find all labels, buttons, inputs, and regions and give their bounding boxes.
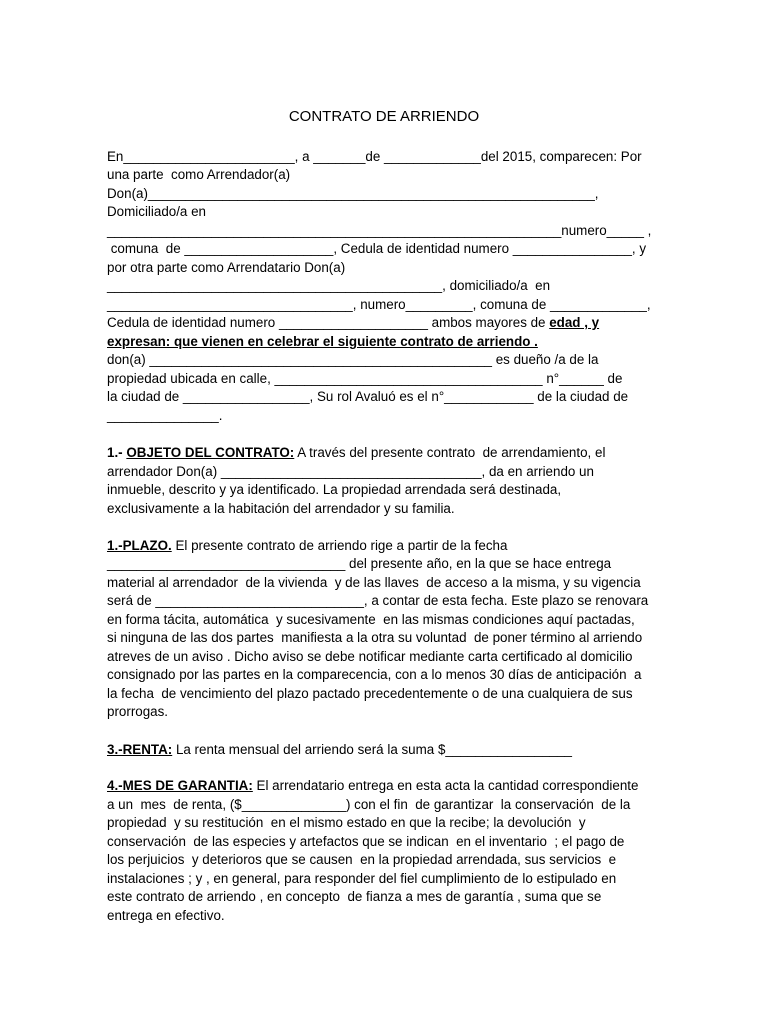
section-line: ________________________________ del presente año, en la que se hace entrega [107,556,612,571]
section-line: propiedad y su restitución en el mismo estado en que la recibe; la devolución y [107,815,586,830]
section-line: material al arrendador de la vivienda y de las llaves de acceso a la misma, y su vigencia [107,575,641,590]
section-line: entrega en efectivo. [107,908,225,923]
intro-line: _____________________________________________________________numero_____ , [107,223,652,238]
document-title: CONTRATO DE ARRIENDO [288,108,480,125]
section-text: El presente contrato de arriendo rige a partir de la fecha [171,538,508,553]
section-line: en forma tácita, automática y sucesivamente en las mismas condiciones aquí pactadas, [107,612,635,627]
intro-text: Cedula de identidad numero ____________________ ambos mayores de [107,315,550,330]
section-renta [107,741,572,760]
section-text: El arrendatario entrega en esta acta la cantidad correspondiente [252,778,639,793]
section-heading: 3.-RENTA: [107,742,173,757]
section-line: arrendador Don(a) ___________________________________, da en arriendo un [107,464,594,479]
intro-line: _____________________________________________, domiciliado/a en [107,278,551,293]
section-line: instalaciones ; y , en general, para responder del fiel cumplimiento de lo estipulado en [107,871,617,886]
section-line: consignado por las partes en la comparecencia, con a lo menos 30 días de anticipación a [107,667,642,682]
section-number: 1.- [107,445,127,460]
section-line: si ninguna de las dos partes manifiesta a la otra su voluntad de poner término al arriendo [107,630,643,645]
intro-line: _________________________________, numero_________, comuna de _____________, [107,297,651,312]
section-line: atreves de un aviso . Dicho aviso se debe notificar mediante carta certificado al domicilio [107,649,633,664]
section-heading: 1.-PLAZO. [107,538,172,553]
section-line: la fecha de vencimiento del plazo pactado precedentemente o de una cualquiera de sus [107,686,633,701]
intro-bold-line: expresan: que vienen en celebrar el siguiente contrato de arriendo . [107,334,538,349]
intro-line: la ciudad de _________________, Su rol Avaluó es el n°____________ de la ciudad de [107,389,629,404]
intro-line: Don(a)____________________________________________________________, [107,186,599,201]
section-text: A través del presente contrato de arrendamiento, el [294,445,606,460]
section-text: La renta mensual del arriendo será la suma $_________________ [172,742,572,757]
section-plazo [107,537,507,556]
section-garantia [107,777,638,796]
intro-line: comuna de ____________________, Cedula de identidad numero ________________, y [107,241,647,256]
intro-line [107,314,599,333]
intro-bold-text: edad , y [549,315,600,330]
intro-line: por otra parte como Arrendatario Don(a) [107,260,346,275]
section-objeto [107,444,605,463]
section-line: los perjuicios y deterioros que se causen en la propiedad arrendada, sus servicios e [107,852,617,867]
section-line: será de ____________________________, a contar de esta fecha. Este plazo se renovara [107,593,649,608]
section-line: inmueble, descrito y ya identificado. La propiedad arrendada será destinada, [107,482,562,497]
intro-line: propiedad ubicada en calle, ____________________________________ n°______ de [107,371,623,386]
intro-line: Domiciliado/a en [107,204,206,219]
intro-line: don(a) ______________________________________________ es dueño /a de la [107,352,599,367]
section-heading: OBJETO DEL CONTRATO: [126,445,295,460]
intro-line: una parte como Arrendador(a) [107,167,291,182]
section-line: prorrogas. [107,704,169,719]
section-line: este contrato de arriendo , en concepto de fianza a mes de garantía , suma que se [107,889,602,904]
section-line: conservación de las especies y artefactos que se indican en el inventario ; el pago de [107,834,625,849]
section-line: exclusivamente a la habitación del arrendador y su familia. [107,501,455,516]
intro-line: _______________. [107,408,223,423]
intro-line: En_______________________, a _______de _____________del 2015, comparecen: Por [107,149,642,164]
section-line: a un mes de renta, ($______________) con el fin de garantizar la conservación de la [107,797,631,812]
section-heading: 4.-MES DE GARANTIA: [107,778,253,793]
